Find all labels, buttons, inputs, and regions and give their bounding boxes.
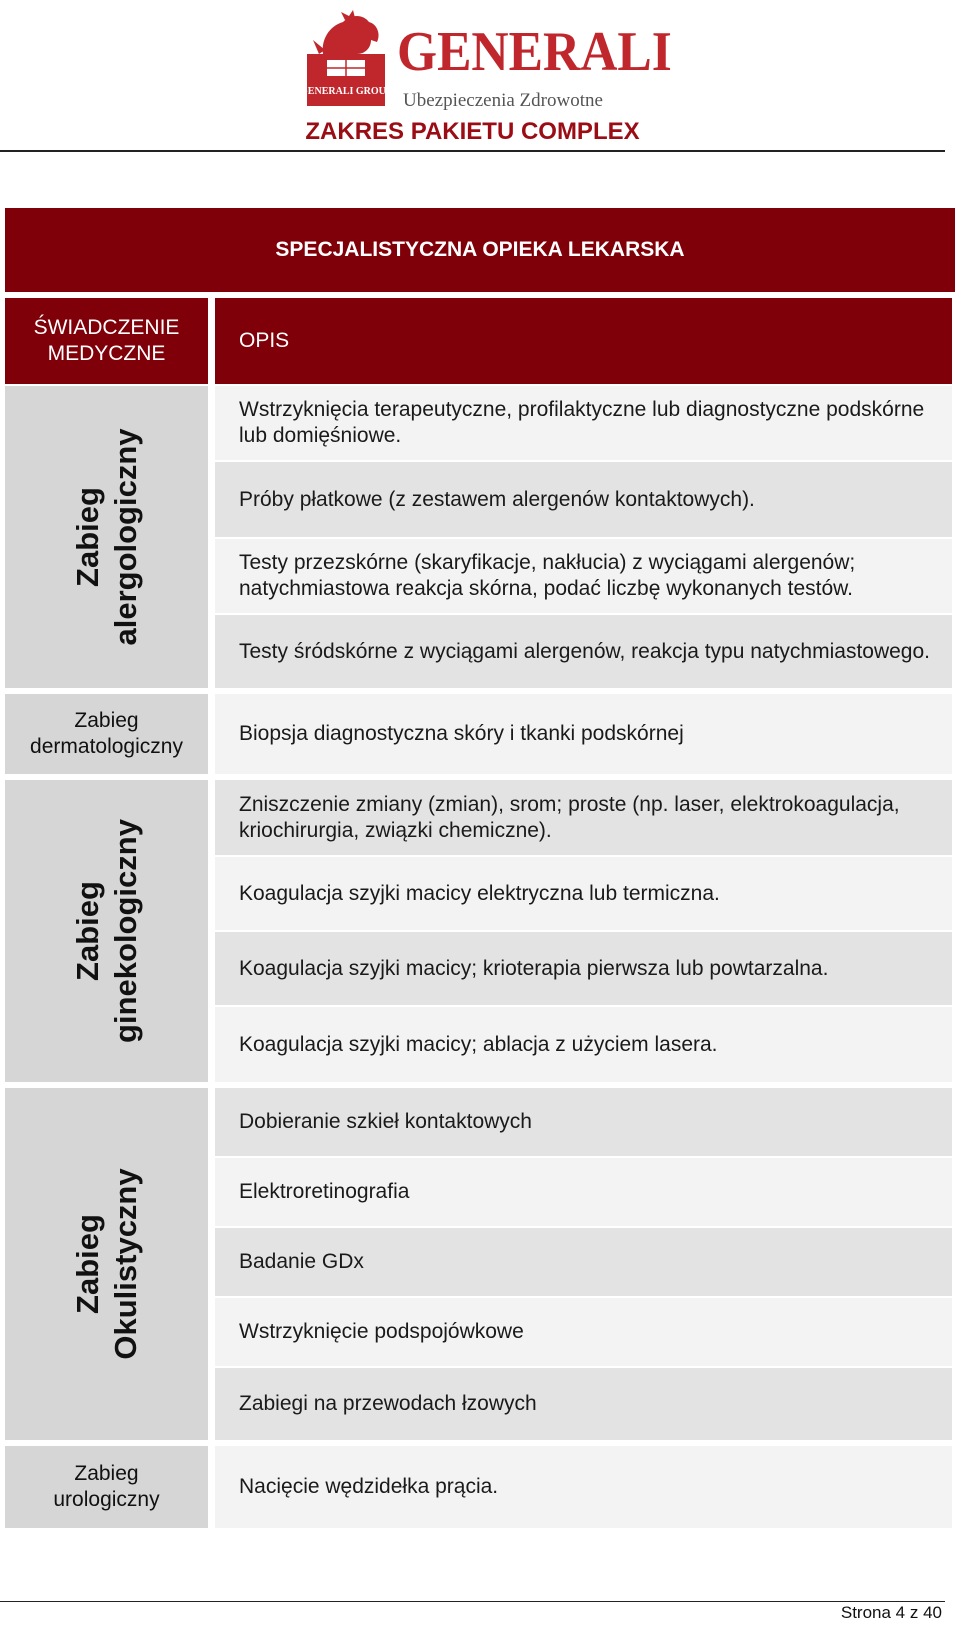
category-cell-alergologiczny (5, 386, 208, 688)
brand-subtitle: Ubezpieczenia Zdrowotne (403, 90, 603, 111)
table-row: Zabiegi na przewodach łzowych (215, 1368, 952, 1440)
lion-emblem-icon (300, 10, 392, 108)
brand-name: GENERALI (397, 21, 672, 83)
logo-badge-text: GENERALI GROUP (300, 86, 392, 97)
category-cell-urologiczny (5, 1446, 208, 1528)
generali-logo (300, 10, 672, 111)
table-row: Badanie GDx (215, 1228, 952, 1296)
table-row: Koagulacja szyjki macicy; krioterapia pierwsza lub powtarzalna. (215, 932, 952, 1005)
table-row: Dobieranie szkieł kontaktowych (215, 1088, 952, 1156)
column-header-service: ŚWIADCZENIE MEDYCZNE (5, 298, 208, 384)
table-row: Testy przezskórne (skaryfikacje, nakłucia) z wyciągami alergenów; natychmiastowa reakcja skórna, podać liczbę wykonanych testów. (215, 539, 952, 613)
table-row: Nacięcie wędzidełka prącia. (215, 1446, 952, 1528)
table-row: Zniszczenie zmiany (zmian), srom; proste (np. laser, elektrokoagulacja, kriochirurgia, związki chemiczne). (215, 780, 952, 855)
column-header-description: OPIS (215, 298, 952, 384)
table-row: Testy śródskórne z wyciągami alergenów, reakcja typu natychmiastowego. (215, 615, 952, 688)
table-row: Elektroretinografia (215, 1158, 952, 1226)
header-divider (0, 150, 945, 152)
page-number: Strona 4 z 40 (840, 1603, 942, 1622)
table-row: Koagulacja szyjki macicy; ablacja z użyciem lasera. (215, 1007, 952, 1082)
footer-divider (0, 1601, 945, 1602)
document-title: ZAKRES PAKIETU COMPLEX (305, 118, 640, 145)
category-cell-okulistyczny (5, 1088, 208, 1440)
table-row: Wstrzyknięcia terapeutyczne, profilaktyczne lub diagnostyczne podskórne lub domięśniowe. (215, 386, 952, 460)
table-row: Wstrzyknięcie podspojówkowe (215, 1298, 952, 1366)
table-row: Próby płatkowe (z zestawem alergenów kontaktowych). (215, 462, 952, 537)
category-cell-dermatologiczny (5, 694, 208, 774)
category-cell-ginekologiczny (5, 780, 208, 1082)
category-label-ginekologiczny: Zabieg ginekologiczny (69, 819, 143, 1043)
category-label-urologiczny: Zabieg urologiczny (53, 1462, 160, 1511)
category-label-alergologiczny: Zabieg alergologiczny (69, 428, 143, 646)
table-section-header: SPECJALISTYCZNA OPIEKA LEKARSKA (5, 208, 955, 292)
category-label-okulistyczny: Zabieg Okulistyczny (69, 1168, 143, 1360)
table-row: Biopsja diagnostyczna skóry i tkanki podskórnej (215, 694, 952, 774)
table-row: Koagulacja szyjki macicy elektryczna lub termiczna. (215, 857, 952, 930)
category-label-dermatologiczny: Zabieg dermatologiczny (30, 709, 183, 758)
